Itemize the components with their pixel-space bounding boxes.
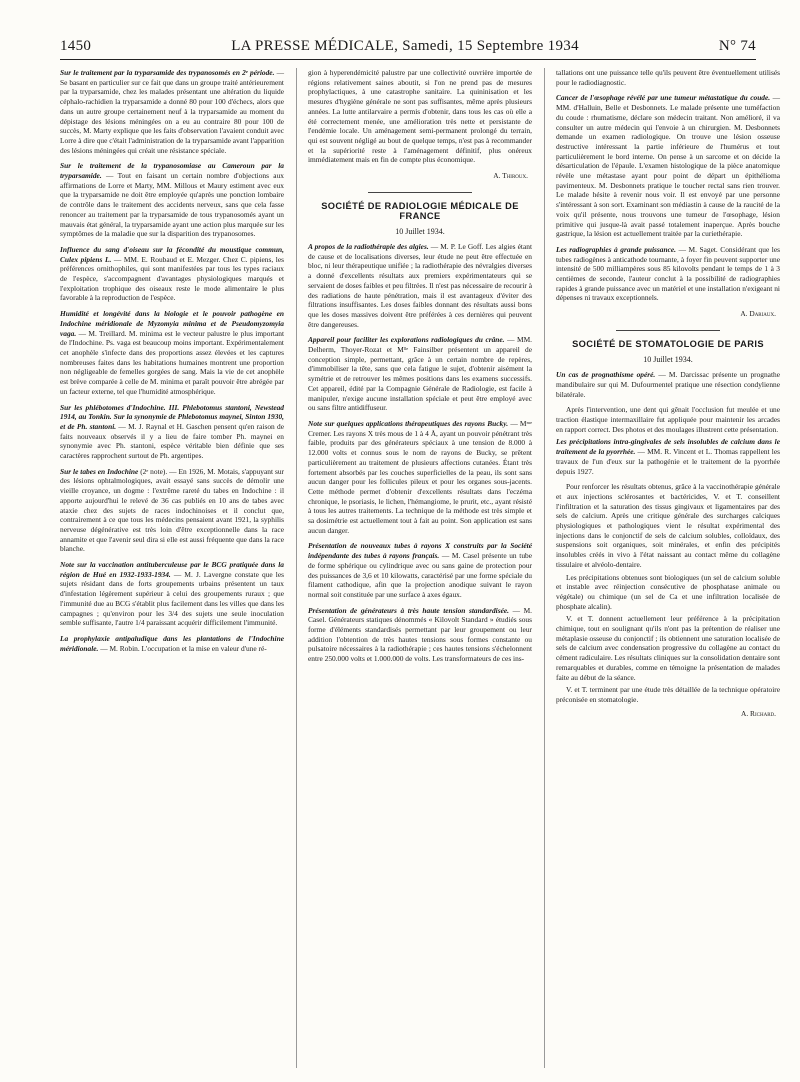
section-header-stomatologie — [556, 330, 780, 364]
article-tryparsamide — [60, 68, 284, 155]
section-rule — [368, 192, 472, 193]
article-text: — Se basant en particulier sur ce fait que dans un groupe traité antérieurement par la tryparsamide, chez les malades présentant une altération du liquide céphalo-rachidien la tryparsamide a donné 80 pour 100 d'échecs, alors que dans un autre groupe certainement neuf à la tryparsamide au moment du dépistage des lésions méningées on a eu au contraire 80 pour 100 de succès, M. Marty explique que les faits d'observation l'avaient conduit avec Lorre à dire que c'était l'administration de la tryparsamide avant l'apparition des lésions méningées qui créait une résistance spéciale. — [60, 68, 284, 155]
article-title: Influence du sang d'oiseau sur la fécondité du moustique commun, Culex pipiens L. — [60, 244, 284, 264]
page-header — [60, 38, 756, 60]
column-3 — [544, 68, 780, 1068]
paragraph: V. et T. donnent actuellement leur préférence à la précipitation chimique, tout en soulignant qu'ils n'ont pas la prétention de réaliser une métaplasie osseuse du conjonctif ; ils obtiennent une saturation localisée de sels de calcium avec condensation progressive du collagène au contact du cément radiculaire. Les résultats cliniques sur la consolidation dentaire sont remarquables et durables, comme en témoigne la présentation de malades faite au début de la séance. — [556, 614, 780, 682]
article-title: Présentation de générateurs à très haute tension standardisée. — [308, 605, 510, 615]
article-sang-oiseau — [60, 245, 284, 303]
columns — [60, 68, 780, 1068]
article-title: Humidité et longévité dans la biologie et le pouvoir pathogène en Indochine méridionale de Myzomyia minima et de Pseudomyzomyia vaga. — [60, 309, 284, 338]
article-radiographies — [556, 245, 780, 303]
article-rayons-bucky — [308, 419, 532, 535]
article-phlebotomes — [60, 403, 284, 461]
article-text: — M. P. Le Goff. Les algies étant de cause et de localisations diverses, leur étude ne peut être effectuée en bloc, ni leur thérapeutique unifiée ; la radiothérapie des névralgies diverses a donné d'excellents résultats aux premiers expérimentateurs qui se servaient de doses faibles et peu filtrées. Il n'est pas nécessaire de recourir à des radiations de haute pénétration, mais il est avantageux d'éviter des filtrations insuffisantes. Les doses faibles donnant des résultats aussi bons que les doses massives doivent être préférées à ces dernières qui peuvent être dangereuses. — [308, 242, 533, 329]
column-1 — [60, 68, 284, 1068]
article-text: — M. J. Raynal et H. Gaschen pensent qu'en raison de faits nouveaux observés il y a lieu de faire tomber Ph. maynei en synonymie avec Ph. stantoni, espèce véritable bien définie que ses caractères rapprochent surtout de Ph. argentipes. — [60, 421, 284, 461]
article-text: — M. Saget. Considérant que les tubes radiogènes à anticathode tournante, à foyer fin peuvent supporter une intensité de 500 milliampères sous 85 kilovolts pendant le temps de 1 à 3 centièmes de seconde, l'auteur conclut à la possibilité de radiographies rapides à grande puissance avec un matériel et une installation n'exigeant ni dépenses ni travaux exceptionnels. — [556, 244, 780, 303]
article-title: La prophylaxie antipaludique dans les plantations de l'Indochine méridionale. — [60, 633, 284, 653]
signature: A. Richard. — [741, 708, 776, 718]
page-number: 1450 — [60, 38, 92, 54]
article-algies — [308, 242, 532, 329]
article-text: — MM. R. Vincent et L. Thomas rappellent les travaux de l'un d'eux sur la pathogénie et le traitement de la pyorrhée depuis 1927. — [556, 447, 780, 476]
article-continuation: tallations ont une puissance telle qu'ils peuvent être éventuellement utilisés pour le radiodiagnostic. — [556, 68, 780, 87]
article-text: — MM. E. Roubaud et E. Mezger. Chez C. pipiens, les préférences ornithophiles, qui sont manifestées par tous les types raciaux de l'espèce, s'accompagnent d'avantages physiologiques marqués et l'exploitation trophique des oiseaux reste le mode alimentaire le plus favorable à la reproduction de l'espèce. — [60, 254, 284, 303]
article-text: — M. J. Lavergne constate que les sujets résidant dans de forts groupements urbains présentent un taux d'infestation légèrement supérieur à celui des groupements ruraux ; que l'immunité due au BCG s'établit plus facilement dans les villes que dans les campagnes ; qu'environ pour les 3/4 des sujets une seule inoculation semble suffisante, l'autre 1/4 paraissant acquérir difficilement l'immunité. — [60, 569, 284, 628]
article-title: Sur le tabes en Indochine — [60, 466, 139, 476]
article-cancer-oesophage — [556, 93, 780, 239]
article-generateurs — [308, 606, 532, 664]
section-date: 10 Juillet 1934. — [395, 227, 445, 237]
article-tubes-rayons-x — [308, 541, 532, 599]
article-prophylaxie — [60, 634, 284, 653]
article-prognathisme — [556, 370, 780, 399]
paragraph: Après l'intervention, une dent qui gênait l'occlusion fut meulée et une traction élastique intermaxillaire fut appliquée pour maintenir les arcades en rapport correct. Des photos et des moulages illustrent cette présentation. — [556, 405, 780, 434]
article-text: — MM. d'Halluin, Belle et Desbonnets. Le malade présente une tuméfaction du coude : rhumatisme, déclare son médecin traitant. Non amélioré, il va consulter un autre médecin qui l'envoie à un chirurgien. M. Desbonnets demande un examen radiologique. On trouve une lésion osseuse destructive intéressant la partie inférieure de l'humérus et tout particulièrement le bord interne. On pense à un sarcome et on décide la désarticulation de l'épaule. L'examen histologique de la pièce anatomique révèle une métastase ayant pour point de départ un épithélioma pavimenteux. M. Desbonnets pratique le toucher rectal sans rien trouver. Le malade hésite à revenir nous voir. Il est envoyé par une personne s'intéressant à son sort. Examinant son médiastin à cause de la raucité de la voix qu'il présente, nous trouvons une tumeur de l'œsophage, lésion primitive qui jusque-là avait passé totalement inaperçue. Après bouche gastrique, la lésion est actuellement traitée par la curiethérapie. — [556, 93, 780, 239]
article-title: Les radiographies à grande puissance. — [556, 244, 677, 254]
article-title: Les précipitations intra-gingivales de sels insolubles de calcium dans le traitement de la pyorrhée. — [556, 437, 780, 457]
article-text: — MM. Delherm, Thoyer-Rozat et Mˡˡᵉ Fainsilber présentent un appareil de conception simple, permettant, grâce à un certain nombre de repères, d'immobiliser la tête, sans que cela fatigue le sujet, d'obtenir aisément la symétrie et de retrouver les mêmes positions dans les examens successifs. Cet appareil, édité par la Compagnie Générale de Radiologie, est facile à manipuler, n'exige aucune installation spéciale et peut être employé avec ou sans filtre antidiffuseur. — [308, 335, 532, 413]
article-bcg — [60, 560, 284, 628]
signature: A. Thiroux. — [493, 171, 528, 181]
paragraph: V. et T. terminent par une étude très détaillée de la technique opératoire préconisée en stomatologie. — [556, 685, 780, 704]
article-appareil-crane — [308, 335, 532, 413]
article-title: Sur le traitement par la tryparsamide des trypanosomés en 2ᵉ période. — [60, 68, 275, 77]
article-text: — M. Darcissac présente un prognathe mandibulaire sur qui M. Dufourmentel pratique une résection condylienne bilatérale. — [556, 370, 780, 399]
paragraph: Les précipitations obtenues sont biologiques (un sel de calcium soluble et instable avec réinjection consécutive de phosphatase animale ou végétale) ou chimique (un sel de Ca et une infiltration localisée de phosphate alcalin). — [556, 572, 780, 611]
section-title: SOCIÉTÉ DE STOMATOLOGIE DE PARIS — [572, 339, 764, 350]
article-continuation: gion à hyperendémicité palustre par une collectivité ouvrière importée de régions relativement saines aboutit, si l'on ne prend pas de mesures prophylactiques, à une catastrophe sanitaire. La quininisation et les mesures d'hygiène générale ne sont pas suffisantes, même après plusieurs années. La lutte antilarvaire a permis d'obtenir, dans tous les cas où elle a été correctement menée, une amélioration très nette et persistante de l'endémie locale. Un aménagement semi-permanent prolongé du terrain, qui est souvent négligé au bout de quelque temps, n'est pas à recommander et la supériorité reste à l'aménagement définitif, plus onéreux immédiatement mais en fin de compte plus économique. — [308, 68, 532, 165]
article-text: — Tout en faisant un certain nombre d'objections aux affirmations de Lorre et Marty, MM. Millous et Maury estiment avec eux que la tryparsamide ne doit être employée qu'après une ponction lombaire de contrôle dans le traitement des accidents nerveux, sans que cela fasse renoncer au traitement par la tryparsamide de tous trypanosomés ayant un mauvais état général, la tryparsamide ayant une action plus marquée sur les symptômes de la maladie que sur la disparition des trypanosomes. — [60, 171, 284, 239]
article-text: — M. Treillard. M. minima est le vecteur palustre le plus important de l'Indochine. Ps. vaga est beaucoup moins important. Expérimentalement cet anophèle s'infecte dans des proportions assez élevées et les captures nombreuses faites dans les habitations humaines montrent une proportion non négligeable de femelles gorgées de sang. Mais la vie de cet anophèle est brève comparée à celle de M. minima et paraît pouvoir être abrégée par un facteur externe, tel que l'humidité atmosphérique. — [60, 328, 284, 396]
section-header-radiologie — [308, 192, 532, 236]
section-title: SOCIÉTÉ DE RADIOLOGIE MÉDICALE DE FRANCE — [321, 201, 519, 222]
column-2 — [296, 68, 532, 1068]
article-title: Un cas de prognathisme opéré. — [556, 370, 656, 380]
article-tabes — [60, 467, 284, 554]
section-rule — [616, 330, 720, 331]
article-title: Présentation de nouveaux tubes à rayons X construits par la Société indépendante des tubes à rayons français. — [308, 541, 532, 561]
journal-title: LA PRESSE MÉDICALE, Samedi, 15 Septembre 1934 — [231, 38, 579, 54]
signature: A. Dariaux. — [740, 309, 776, 319]
article-title: Sur les phlébotomes d'Indochine. III. Phlebotomus stantoni, Newstead 1914, au Tonkin. Sur la synonymie de Phlebotomus maynei, Sinton 1930, et de Ph. stantoni. — [60, 402, 284, 431]
issue-number: N° 74 — [718, 38, 756, 54]
article-humidite — [60, 309, 284, 396]
article-title: Appareil pour faciliter les explorations radiologiques du crâne. — [308, 335, 505, 345]
article-title: Sur le traitement de la trypanosomiase au Cameroun par la tryparsamide. — [60, 161, 284, 181]
article-cameroun — [60, 161, 284, 239]
article-text: (2ᵉ note). — En 1926, M. Motais, s'appuyant sur des lésions ophtalmologiques, avait essayé sans succès de démolir une vieille croyance, un dogme : l'extrême rareté du tabes en Indochine : il apporte aujourd'hui le relevé de 36 cas publiés en 10 ans de tabes avec ataxie chez des sujets de races indochinoises et il conclut que, contrairement à ce que tous les médecins pensaient avant 1921, la syphilis nerveuse dégénérative est très loin d'être exceptionnelle dans la race annamite et que l'avenir seul dira si elle est aussi fréquente que dans la race blanche. — [60, 466, 284, 554]
article-title: Note sur la vaccination antituberculeuse par le BCG pratiquée dans la région de Hué en 1932-1933-1934. — [60, 560, 284, 579]
paragraph: Pour renforcer les résultats obtenus, grâce à la vaccinothérapie générale et aux injections sclérosantes et bactéricides, V. et T. conseillent l'infiltration et la saturation des tissus gingivaux et ligamentaires par des sels de calcium. Après une critique générale des surcharges calciques physiologiques et pathologiques vient le résultat expérimental des injections dans le conjonctif de sels de calcium solubles, colloïdaux, des suspensions soit organiques, soit minérales, et enfin des précipités insolubles créés in vivo à l'état naissant au contact même du collagène tissulaire et alvéolo-dentaire. — [556, 482, 780, 569]
article-title: Cancer de l'œsophage révélé par une tumeur métastatique du coude. — [556, 93, 771, 103]
article-text: — M. Casel présente un tube de forme sphérique ou cylindrique avec ou sans gaine de protection pour des puissances de 3,6 et 10 kilowatts, caractérisé par une forme spéciale du filament cathodique, afin que la projection anodique suivant le rayon normal soit constituée par une surface à axes égaux. — [308, 551, 532, 599]
section-date: 10 Juillet 1934. — [643, 355, 693, 365]
article-title: Note sur quelques applications thérapeutiques des rayons Bucky. — [308, 418, 509, 428]
article-text: — M. Casel. Générateurs statiques dénommés « Kilovolt Standard » étudiés sous forme d'éléments standardisés permettant par leur groupement ou leur addition l'obtention de très hautes tensions sous formes constante ou pulsatoire nécessaires à la radiothérapie ; ces hautes tensions s'échelonnent entre 250.000 volts et 1.000.000 de volts. Les transformateurs de ces ins- — [308, 605, 532, 664]
article-text: — Mᵐᵉ Cremer. Les rayons X très mous de 1 à 4 Å, ayant un pouvoir pénétrant très faible, produits par des générateurs spéciaux à une tension de 8.000 à 12.000 volts et connus sous le nom de rayons de Bucky, se prêtent particulièrement au traitement de plusieurs affections cutanées. Étant très fortement absorbés par les couches superficielles de la peau, ils sont sans aucun danger pour les follicules pileux et pour les organes sous-jacents. Cette méthode permet d'obtenir d'excellents résultats dans l'eczéma chronique, le psoriasis, le lichen, l'hémangiome, le prurit, etc., ayant résisté à tous les autres traitements. La technique de la méthode est très simple et sa dosimétrie est actuellement tout à fait au point. Son application est sans aucun danger. — [308, 418, 532, 535]
article-precipitations — [556, 437, 780, 476]
article-text: — M. Robin. L'occupation et la mise en valeur d'une ré- — [100, 643, 267, 653]
article-title: A propos de la radiothérapie des algies. — [308, 242, 429, 252]
